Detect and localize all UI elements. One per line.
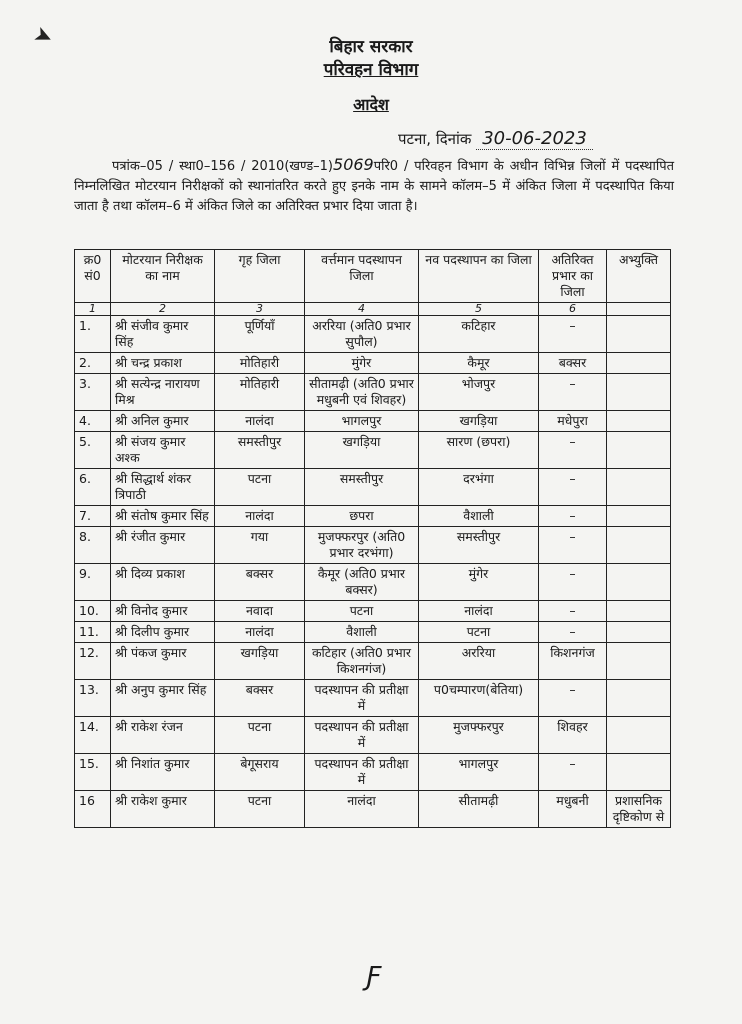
table-cell: श्री संतोष कुमार सिंह xyxy=(111,506,215,527)
table-cell: अररिया (अति0 प्रभार सुपौल) xyxy=(305,316,419,353)
table-cell: श्री राकेश कुमार xyxy=(111,791,215,828)
table-cell: – xyxy=(539,527,607,564)
table-row xyxy=(75,506,671,527)
table-cell xyxy=(607,506,671,527)
table-cell xyxy=(607,374,671,411)
table-cell: कटिहार xyxy=(419,316,539,353)
table-cell: – xyxy=(539,374,607,411)
column-number: 3 xyxy=(215,303,305,316)
table-cell: – xyxy=(539,506,607,527)
table-cell: समस्तीपुर xyxy=(305,469,419,506)
place-date-line xyxy=(398,128,593,149)
table-row xyxy=(75,564,671,601)
table-cell: बक्सर xyxy=(215,680,305,717)
table-row xyxy=(75,469,671,506)
table-cell: श्री अनिल कुमार xyxy=(111,411,215,432)
table-cell: श्री राकेश रंजन xyxy=(111,717,215,754)
table-row xyxy=(75,411,671,432)
column-header: नव पदस्थापन का जिला xyxy=(419,250,539,303)
column-header: अतिरिक्त प्रभार का जिला xyxy=(539,250,607,303)
table-cell xyxy=(607,527,671,564)
table-cell: शिवहर xyxy=(539,717,607,754)
table-row xyxy=(75,717,671,754)
table-cell: मुजफ्फरपुर xyxy=(419,717,539,754)
table-cell: पटना xyxy=(419,622,539,643)
table-cell: – xyxy=(539,601,607,622)
table-cell: नालंदा xyxy=(215,411,305,432)
table-cell: 16 xyxy=(75,791,111,828)
place-label: पटना, दिनांक xyxy=(398,130,472,148)
table-cell: – xyxy=(539,564,607,601)
table-cell: श्री दिव्य प्रकाश xyxy=(111,564,215,601)
table-cell: बक्सर xyxy=(539,353,607,374)
table-cell: – xyxy=(539,432,607,469)
table-cell xyxy=(607,411,671,432)
table-row xyxy=(75,601,671,622)
table-cell xyxy=(607,754,671,791)
table-cell xyxy=(607,601,671,622)
column-number-row xyxy=(75,303,671,316)
table-cell: नालंदा xyxy=(215,622,305,643)
table-cell: सीतामढ़ी xyxy=(419,791,539,828)
table-cell xyxy=(607,469,671,506)
order-date: 30-06-2023 xyxy=(476,128,593,150)
table-row xyxy=(75,622,671,643)
table-cell: श्री निशांत कुमार xyxy=(111,754,215,791)
table-cell: मुजफ्फरपुर (अति0 प्रभार दरभंगा) xyxy=(305,527,419,564)
column-header: गृह जिला xyxy=(215,250,305,303)
table-row xyxy=(75,374,671,411)
table-cell: पटना xyxy=(215,791,305,828)
table-cell: 13. xyxy=(75,680,111,717)
table-cell: नवादा xyxy=(215,601,305,622)
table-cell: श्री संजय कुमार अश्क xyxy=(111,432,215,469)
table-cell xyxy=(607,680,671,717)
table-cell: नालंदा xyxy=(419,601,539,622)
table-body xyxy=(75,316,671,828)
transfer-table xyxy=(74,249,671,828)
table-cell: गया xyxy=(215,527,305,564)
table-cell: 1. xyxy=(75,316,111,353)
table-cell: पटना xyxy=(305,601,419,622)
table-cell: कटिहार (अति0 प्रभार किशनगंज) xyxy=(305,643,419,680)
table-cell: 11. xyxy=(75,622,111,643)
table-cell: – xyxy=(539,316,607,353)
table-row xyxy=(75,791,671,828)
order-title: आदेश xyxy=(353,95,389,114)
table-cell: भागलपुर xyxy=(419,754,539,791)
table-row xyxy=(75,754,671,791)
table-cell: प्रशासनिक दृष्टिकोण से xyxy=(607,791,671,828)
table-cell: श्री चन्द्र प्रकाश xyxy=(111,353,215,374)
table-cell: सारण (छपरा) xyxy=(419,432,539,469)
table-cell: 10. xyxy=(75,601,111,622)
column-number xyxy=(607,303,671,316)
table-row xyxy=(75,527,671,564)
table-cell xyxy=(607,643,671,680)
table-cell xyxy=(607,564,671,601)
table-cell: किशनगंज xyxy=(539,643,607,680)
column-number: 5 xyxy=(419,303,539,316)
table-row xyxy=(75,353,671,374)
table-cell: मुंगेर xyxy=(305,353,419,374)
table-row xyxy=(75,680,671,717)
column-number: 1 xyxy=(75,303,111,316)
column-number: 4 xyxy=(305,303,419,316)
table-cell: 4. xyxy=(75,411,111,432)
table-cell: भागलपुर xyxy=(305,411,419,432)
table-cell: 7. xyxy=(75,506,111,527)
table-cell: 9. xyxy=(75,564,111,601)
table-cell: श्री अनुप कुमार सिंह xyxy=(111,680,215,717)
column-header: क्र0 सं0 xyxy=(75,250,111,303)
column-number: 2 xyxy=(111,303,215,316)
table-cell xyxy=(607,353,671,374)
table-cell: दरभंगा xyxy=(419,469,539,506)
table-cell: खगड़िया xyxy=(215,643,305,680)
order-body xyxy=(74,155,674,217)
table-cell: 15. xyxy=(75,754,111,791)
table-cell: 5. xyxy=(75,432,111,469)
column-header: वर्त्तमान पदस्थापन जिला xyxy=(305,250,419,303)
table-cell: भोजपुर xyxy=(419,374,539,411)
ref-suffix: परि0 / परिवहन विभाग के अधीन विभिन्न जिलों में पदस्थापित निम्नलिखित मोटरयान निरीक्षकों को स्थानांतरित करते हुए इनके नाम के सामने कॉलम–5 में अंकित जिला में पदस्थापित किया जाता है तथा कॉलम–6 में अंकित जिले का अतिरिक्त प्रभार दिया जाता है। xyxy=(74,159,675,214)
government-heading: बिहार सरकार xyxy=(329,37,413,57)
table-cell: पदस्थापन की प्रतीक्षा में xyxy=(305,717,419,754)
ref-prefix: पत्रांक–05 / स्था0–156 / 2010(खण्ड–1) xyxy=(112,159,334,174)
table-cell: कैमूर xyxy=(419,353,539,374)
table-cell: – xyxy=(539,622,607,643)
table-cell: श्री सिद्धार्थ शंकर त्रिपाठी xyxy=(111,469,215,506)
table-cell: मधुबनी xyxy=(539,791,607,828)
table-cell xyxy=(607,622,671,643)
table-cell: समस्तीपुर xyxy=(419,527,539,564)
table-cell: बक्सर xyxy=(215,564,305,601)
table-header-row xyxy=(75,250,671,303)
table-cell: 8. xyxy=(75,527,111,564)
table-cell: बेगूसराय xyxy=(215,754,305,791)
table-cell: श्री पंकज कुमार xyxy=(111,643,215,680)
table-row xyxy=(75,432,671,469)
table-cell: वैशाली xyxy=(419,506,539,527)
table-cell: वैशाली xyxy=(305,622,419,643)
table-cell: पदस्थापन की प्रतीक्षा में xyxy=(305,754,419,791)
table-cell: नालंदा xyxy=(305,791,419,828)
department-heading: परिवहन विभाग xyxy=(323,60,419,80)
table-cell: पूर्णियाँ xyxy=(215,316,305,353)
table-cell: मोतिहारी xyxy=(215,374,305,411)
table-cell: नालंदा xyxy=(215,506,305,527)
table-cell: 12. xyxy=(75,643,111,680)
signature: Ƒ xyxy=(366,962,381,992)
table-row xyxy=(75,643,671,680)
table-cell: अररिया xyxy=(419,643,539,680)
table-cell: कैमूर (अति0 प्रभार बक्सर) xyxy=(305,564,419,601)
table-cell: मधेपुरा xyxy=(539,411,607,432)
table-cell: 3. xyxy=(75,374,111,411)
table-cell: प0चम्पारण(बेतिया) xyxy=(419,680,539,717)
table-cell: छपरा xyxy=(305,506,419,527)
table-cell: – xyxy=(539,469,607,506)
table-cell: पटना xyxy=(215,469,305,506)
column-number: 6 xyxy=(539,303,607,316)
table-cell: पदस्थापन की प्रतीक्षा में xyxy=(305,680,419,717)
table-cell: पटना xyxy=(215,717,305,754)
table-cell: – xyxy=(539,680,607,717)
ref-number: 5069 xyxy=(333,155,374,174)
table-cell: सीतामढ़ी (अति0 प्रभार मधुबनी एवं शिवहर) xyxy=(305,374,419,411)
table-cell: श्री सत्येन्द्र नारायण मिश्र xyxy=(111,374,215,411)
table-cell: खगड़िया xyxy=(419,411,539,432)
table-cell: मुंगेर xyxy=(419,564,539,601)
table-cell: मोतिहारी xyxy=(215,353,305,374)
corner-mark-icon: ➤ xyxy=(29,21,57,52)
column-header: अभ्युक्ति xyxy=(607,250,671,303)
table-cell: श्री दिलीप कुमार xyxy=(111,622,215,643)
table-cell: श्री रंजीत कुमार xyxy=(111,527,215,564)
table-cell: – xyxy=(539,754,607,791)
table-cell: खगड़िया xyxy=(305,432,419,469)
table-cell: 14. xyxy=(75,717,111,754)
table-cell: 2. xyxy=(75,353,111,374)
table-cell: श्री संजीव कुमार सिंह xyxy=(111,316,215,353)
table-cell xyxy=(607,717,671,754)
table-cell: समस्तीपुर xyxy=(215,432,305,469)
table-cell: 6. xyxy=(75,469,111,506)
table-cell xyxy=(607,316,671,353)
table-cell: श्री विनोद कुमार xyxy=(111,601,215,622)
table-cell xyxy=(607,432,671,469)
column-header: मोटरयान निरीक्षक का नाम xyxy=(111,250,215,303)
table-row xyxy=(75,316,671,353)
